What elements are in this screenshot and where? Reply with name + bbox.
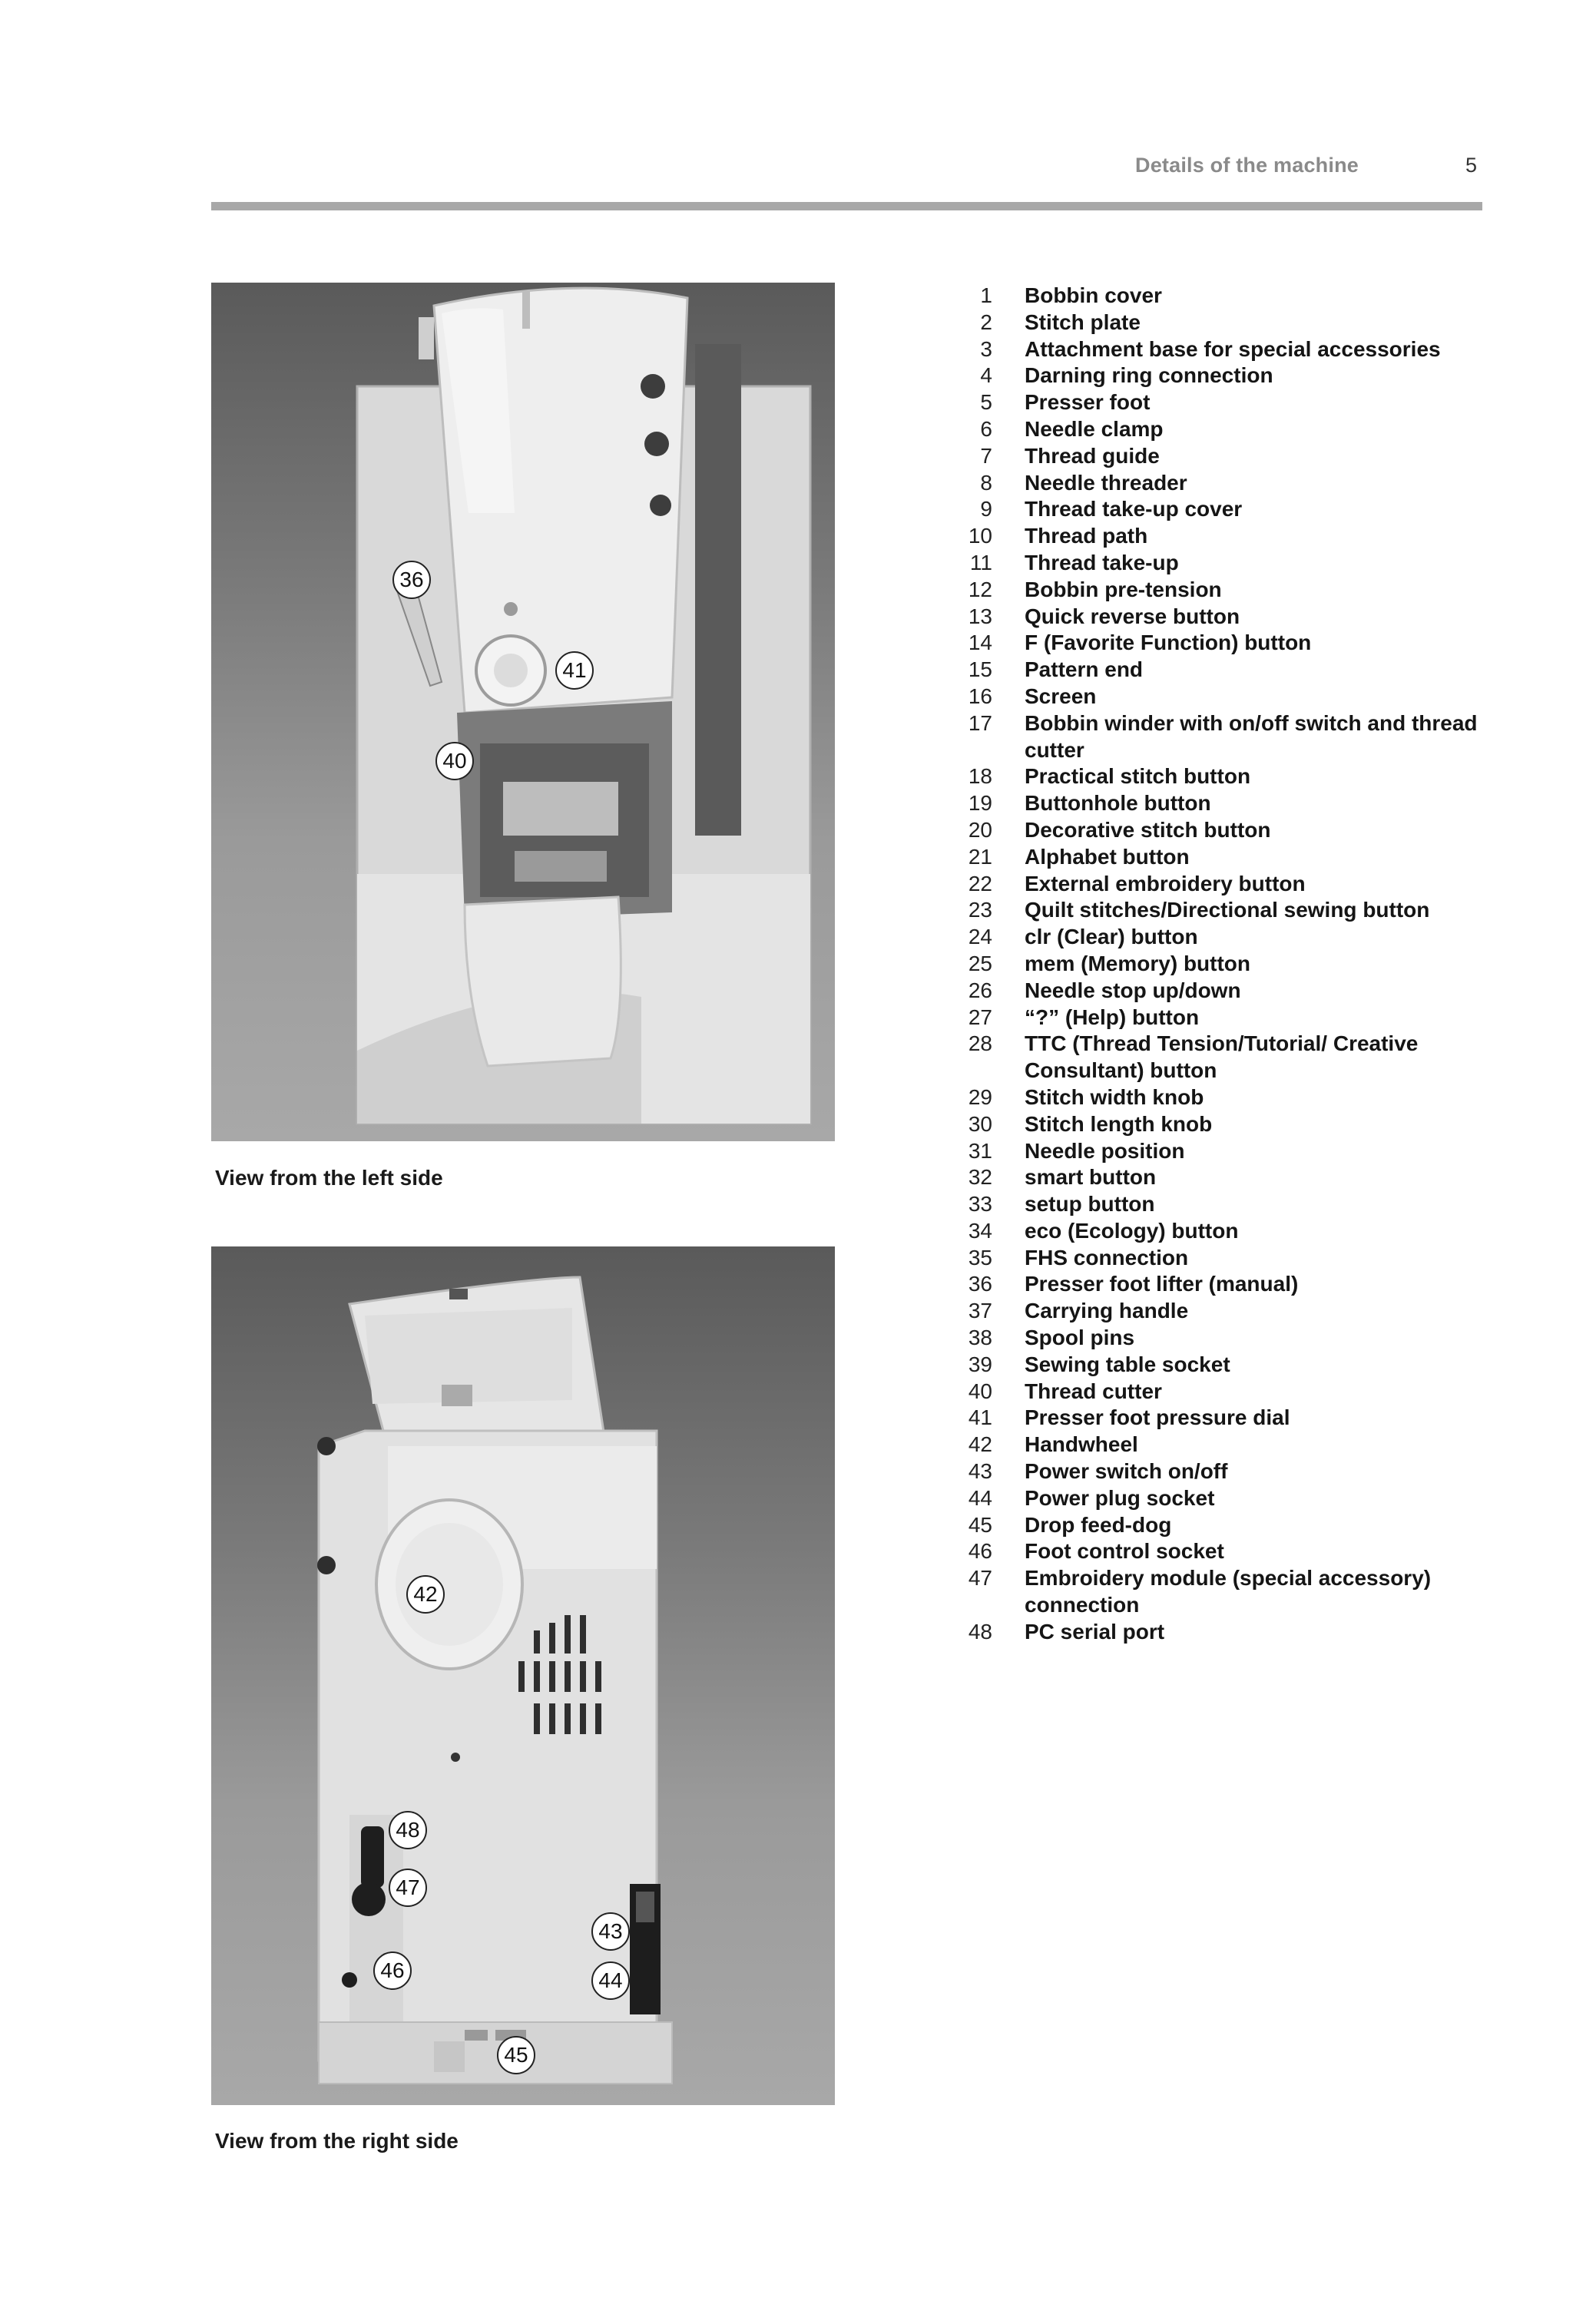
part-number: 42 [968, 1432, 992, 1457]
part-item [945, 470, 1498, 497]
part-item [945, 1298, 1498, 1325]
part-item [945, 283, 1498, 310]
part-number: 20 [968, 817, 992, 842]
part-item [945, 416, 1498, 443]
part-label: Foot control socket [1025, 1539, 1224, 1564]
part-item [945, 604, 1498, 631]
part-number: 9 [980, 497, 992, 521]
part-item [945, 630, 1498, 657]
part-label: Drop feed-dog [1025, 1512, 1172, 1537]
part-number: 12 [968, 577, 992, 601]
part-number: 7 [980, 443, 992, 468]
callout-48: 48 [389, 1811, 427, 1849]
part-item [945, 790, 1498, 817]
part-label: Thread cutter [1025, 1379, 1162, 1403]
part-item [945, 710, 1498, 764]
part-item [945, 1005, 1498, 1031]
part-item [945, 1405, 1498, 1432]
part-label: Thread take-up [1025, 550, 1179, 574]
part-item [945, 1458, 1498, 1485]
part-label: Spool pins [1025, 1326, 1135, 1350]
part-item [945, 657, 1498, 684]
part-item [945, 1164, 1498, 1191]
part-label: Thread path [1025, 524, 1148, 548]
part-label: PC serial port [1025, 1619, 1165, 1644]
part-number: 40 [968, 1379, 992, 1403]
part-label: Stitch length knob [1025, 1111, 1213, 1136]
part-item [945, 523, 1498, 550]
part-number: 26 [968, 978, 992, 1002]
part-label: setup button [1025, 1192, 1155, 1217]
part-number: 41 [968, 1405, 992, 1430]
part-label: clr (Clear) button [1025, 925, 1198, 949]
part-label: Screen [1025, 684, 1097, 708]
callout-41: 41 [555, 651, 594, 690]
machine-right-side-photo [211, 1246, 835, 2105]
part-label: Power switch on/off [1025, 1459, 1228, 1484]
part-number: 29 [968, 1084, 992, 1109]
part-number: 47 [968, 1566, 992, 1591]
part-number: 45 [968, 1512, 992, 1537]
part-label: Embroidery module (special accessory) connection [1025, 1566, 1432, 1617]
part-label: Needle threader [1025, 470, 1187, 495]
part-number: 39 [968, 1352, 992, 1376]
part-label: Presser foot lifter (manual) [1025, 1272, 1299, 1296]
part-label: Thread guide [1025, 443, 1160, 468]
part-number: 37 [968, 1299, 992, 1323]
part-number: 31 [968, 1138, 992, 1163]
part-item [945, 1619, 1498, 1646]
part-label: Carrying handle [1025, 1299, 1189, 1323]
part-item [945, 310, 1498, 336]
part-number: 36 [968, 1272, 992, 1296]
part-label: Stitch plate [1025, 310, 1141, 334]
part-item [945, 1271, 1498, 1298]
part-number: 14 [968, 631, 992, 655]
part-label: Power plug socket [1025, 1485, 1215, 1510]
part-item [945, 1245, 1498, 1272]
callout-46: 46 [373, 1951, 412, 1990]
part-label: TTC (Thread Tension/Tutorial/ Creative Consultant) button [1025, 1031, 1419, 1083]
part-label: Presser foot pressure dial [1025, 1405, 1290, 1430]
part-item [945, 496, 1498, 523]
part-number: 38 [968, 1326, 992, 1350]
part-number: 15 [968, 657, 992, 682]
left-view-caption: View from the left side [215, 1166, 443, 1190]
part-label: Buttonhole button [1025, 791, 1211, 816]
part-number: 28 [968, 1031, 992, 1056]
part-label: Quick reverse button [1025, 604, 1240, 628]
part-number: 23 [968, 898, 992, 922]
part-item [945, 1512, 1498, 1539]
parts-list [945, 283, 1498, 1646]
callout-40: 40 [435, 742, 474, 780]
callout-43: 43 [591, 1912, 630, 1951]
part-label: smart button [1025, 1165, 1157, 1190]
part-label: “?” (Help) button [1025, 1005, 1200, 1029]
part-number: 35 [968, 1245, 992, 1270]
part-number: 16 [968, 684, 992, 708]
part-number: 18 [968, 764, 992, 789]
part-number: 43 [968, 1459, 992, 1484]
part-label: Darning ring connection [1025, 363, 1273, 388]
part-number: 10 [968, 524, 992, 548]
part-item [945, 1325, 1498, 1352]
machine-left-side-photo [211, 283, 835, 1141]
part-number: 2 [980, 310, 992, 334]
part-number: 48 [968, 1619, 992, 1644]
page-number: 5 [1465, 154, 1478, 177]
part-number: 30 [968, 1111, 992, 1136]
part-item [945, 362, 1498, 389]
part-label: Bobbin pre-tension [1025, 577, 1222, 601]
part-label: Alphabet button [1025, 844, 1190, 869]
part-number: 27 [968, 1005, 992, 1029]
part-number: 17 [968, 710, 992, 735]
part-item [945, 389, 1498, 416]
machine-right-side-illustration [211, 1246, 835, 2105]
part-label: mem (Memory) button [1025, 951, 1250, 975]
part-item [945, 1432, 1498, 1458]
part-label: Pattern end [1025, 657, 1144, 682]
part-item [945, 684, 1498, 710]
part-label: Needle position [1025, 1138, 1185, 1163]
part-item [945, 443, 1498, 470]
part-item [945, 924, 1498, 951]
part-item [945, 1138, 1498, 1165]
part-item [945, 1485, 1498, 1512]
part-label: Needle stop up/down [1025, 978, 1241, 1002]
part-number: 22 [968, 871, 992, 895]
part-number: 19 [968, 791, 992, 816]
part-item [945, 577, 1498, 604]
part-item [945, 336, 1498, 363]
part-item [945, 550, 1498, 577]
part-number: 13 [968, 604, 992, 628]
callout-42: 42 [406, 1575, 445, 1614]
part-item [945, 817, 1498, 844]
part-label: Practical stitch button [1025, 764, 1251, 789]
part-number: 32 [968, 1165, 992, 1190]
part-number: 4 [980, 363, 992, 388]
part-label: Bobbin cover [1025, 283, 1162, 307]
part-number: 25 [968, 951, 992, 975]
part-label: Needle clamp [1025, 416, 1164, 441]
part-number: 46 [968, 1539, 992, 1564]
part-item [945, 1111, 1498, 1138]
part-item [945, 951, 1498, 978]
part-number: 11 [969, 550, 992, 574]
part-label: Quilt stitches/Directional sewing button [1025, 898, 1430, 922]
part-label: Thread take-up cover [1025, 497, 1243, 521]
part-number: 8 [980, 470, 992, 495]
part-number: 5 [980, 390, 992, 415]
machine-left-side-illustration [211, 283, 835, 1141]
header-divider [211, 202, 1482, 210]
part-item [945, 844, 1498, 871]
part-label: Bobbin winder with on/off switch and thread cutter [1025, 710, 1478, 762]
part-item [945, 763, 1498, 790]
part-number: 33 [968, 1192, 992, 1217]
part-number: 44 [968, 1485, 992, 1510]
part-item [945, 1565, 1498, 1619]
callout-45: 45 [497, 2036, 535, 2074]
part-label: Decorative stitch button [1025, 817, 1271, 842]
part-item [945, 1218, 1498, 1245]
part-item [945, 1084, 1498, 1111]
part-number: 24 [968, 925, 992, 949]
part-number: 34 [968, 1218, 992, 1243]
callout-47: 47 [389, 1869, 427, 1907]
part-item [945, 1352, 1498, 1379]
section-title: Details of the machine [1135, 154, 1359, 177]
part-label: eco (Ecology) button [1025, 1218, 1239, 1243]
callout-36: 36 [392, 561, 431, 599]
part-item [945, 1191, 1498, 1218]
part-label: F (Favorite Function) button [1025, 631, 1312, 655]
part-item [945, 897, 1498, 924]
part-label: Attachment base for special accessories [1025, 336, 1441, 361]
part-label: Presser foot [1025, 390, 1151, 415]
part-number: 1 [980, 283, 992, 307]
part-label: FHS connection [1025, 1245, 1189, 1270]
callout-44: 44 [591, 1961, 630, 2000]
part-label: Handwheel [1025, 1432, 1138, 1457]
part-label: Sewing table socket [1025, 1352, 1230, 1376]
part-number: 3 [980, 336, 992, 361]
part-item [945, 871, 1498, 898]
part-label: Stitch width knob [1025, 1084, 1204, 1109]
part-number: 6 [980, 416, 992, 441]
right-view-caption: View from the right side [215, 2129, 459, 2153]
part-item [945, 1538, 1498, 1565]
part-item [945, 1379, 1498, 1405]
part-item [945, 978, 1498, 1005]
part-number: 21 [968, 844, 992, 869]
part-label: External embroidery button [1025, 871, 1306, 895]
part-item [945, 1031, 1498, 1084]
